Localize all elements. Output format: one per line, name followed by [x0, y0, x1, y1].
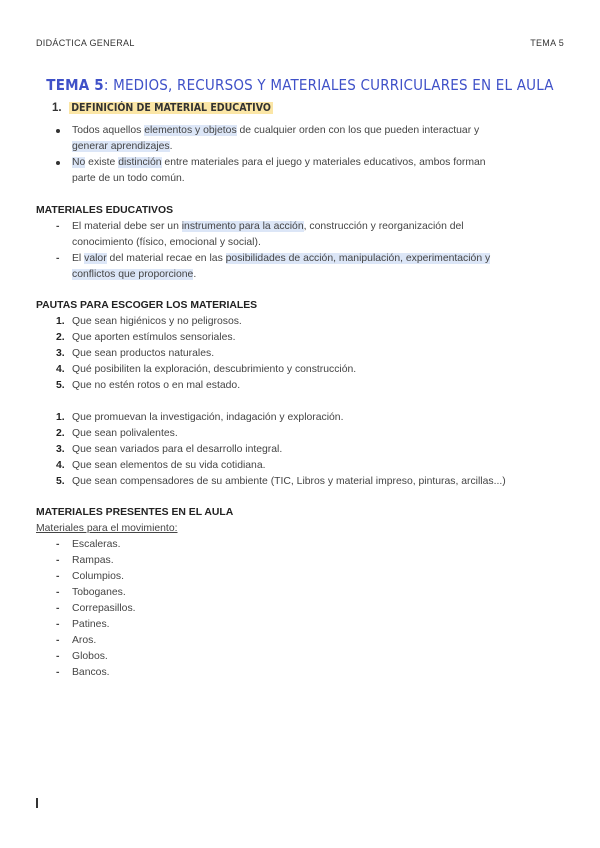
list-number: 3. [56, 348, 65, 359]
bullet-icon [56, 129, 60, 133]
list-number: 4. [56, 460, 65, 471]
list-item: - Escaleras. [36, 537, 564, 553]
page-title [0, 76, 600, 94]
dash-marker: - [56, 635, 60, 646]
dash-marker: - [56, 587, 60, 598]
list-number: 1. [56, 412, 65, 423]
dash-marker: - [56, 539, 60, 550]
dash-marker: - [56, 555, 60, 566]
list-number: 3. [56, 444, 65, 455]
materiales-educativos-section [36, 203, 564, 283]
pautas-section [36, 298, 564, 490]
subsection-heading: Materiales para el movimiento: [36, 523, 178, 534]
list-item: 2. Que sean polivalentes. [36, 426, 564, 442]
list-item: Todos aquellos elementos y objetos de cualquier orden con los que pueden interactuar y generar aprendizajes. [36, 123, 564, 155]
list-number: 1. [56, 316, 65, 327]
dash-marker: - [56, 667, 60, 678]
list-item: 2. Que aporten estímulos sensoriales. [36, 330, 564, 346]
list-item: - Aros. [36, 633, 564, 649]
section-heading-definition [52, 102, 273, 114]
list-number: 2. [56, 332, 65, 343]
dash-marker: - [56, 603, 60, 614]
title-rest: : MEDIOS, RECURSOS Y MATERIALES CURRICULARES EN EL AULA [103, 76, 554, 94]
list-item: - Globos. [36, 649, 564, 665]
list-number: 2. [56, 428, 65, 439]
list-item: - Rampas. [36, 553, 564, 569]
list-number: 5. [56, 380, 65, 391]
list-item: - Patines. [36, 617, 564, 633]
list-item: 5. Que sean compensadores de su ambiente (TIC, Libros y material impreso, pinturas, arcillas...) [36, 474, 564, 490]
dash-marker: - [56, 651, 60, 662]
list-item: No existe distinción entre materiales para el juego y materiales educativos, ambos forman parte de un todo común. [36, 155, 564, 187]
list-item: 5. Que no estén rotos o en mal estado. [36, 378, 564, 394]
dash-marker: - [56, 571, 60, 582]
title-strong: TEMA 5 [46, 76, 104, 94]
dash-marker: - [56, 253, 60, 264]
section-number: 1. [52, 102, 62, 114]
dash-marker: - [56, 221, 60, 232]
list-item: - El material debe ser un instrumento para la acción, construcción y reorganización del conocimiento (físico, emocional y social). [56, 221, 464, 248]
list-item: 4. Que sean elementos de su vida cotidiana. [36, 458, 564, 474]
list-number: 5. [56, 476, 65, 487]
list-item: 1. Que promuevan la investigación, indagación y exploración. [36, 410, 564, 426]
list-item: - Correpasillos. [36, 601, 564, 617]
list-item: - Columpios. [36, 569, 564, 585]
list-item: - Bancos. [36, 665, 564, 681]
header-subject: DIDÁCTICA GENERAL [36, 38, 135, 48]
section-heading: PAUTAS PARA ESCOGER LOS MATERIALES [36, 300, 258, 311]
list-item: - Toboganes. [36, 585, 564, 601]
header-topic: TEMA 5 [530, 38, 564, 48]
list-item: 4. Qué posibiliten la exploración, descubrimiento y construcción. [36, 362, 564, 378]
section-heading: MATERIALES PRESENTES EN EL AULA [36, 507, 234, 518]
section-label: DEFINICIÓN DE MATERIAL EDUCATIVO [71, 102, 271, 114]
dash-marker: - [56, 619, 60, 630]
section-heading: MATERIALES EDUCATIVOS [36, 205, 174, 216]
definition-bullets [36, 123, 564, 187]
list-number: 4. [56, 364, 65, 375]
list-item: 3. Que sean productos naturales. [36, 346, 564, 362]
list-item: - El valor del material recae en las posibilidades de acción, manipulación, experimentación y conflictos que proporcione. [56, 253, 491, 280]
page-marker [36, 798, 38, 808]
list-item: 1. Que sean higiénicos y no peligrosos. [36, 314, 564, 330]
bullet-icon [56, 161, 60, 165]
presentes-section [36, 505, 564, 681]
list-item: 3. Que sean variados para el desarrollo integral. [36, 442, 564, 458]
